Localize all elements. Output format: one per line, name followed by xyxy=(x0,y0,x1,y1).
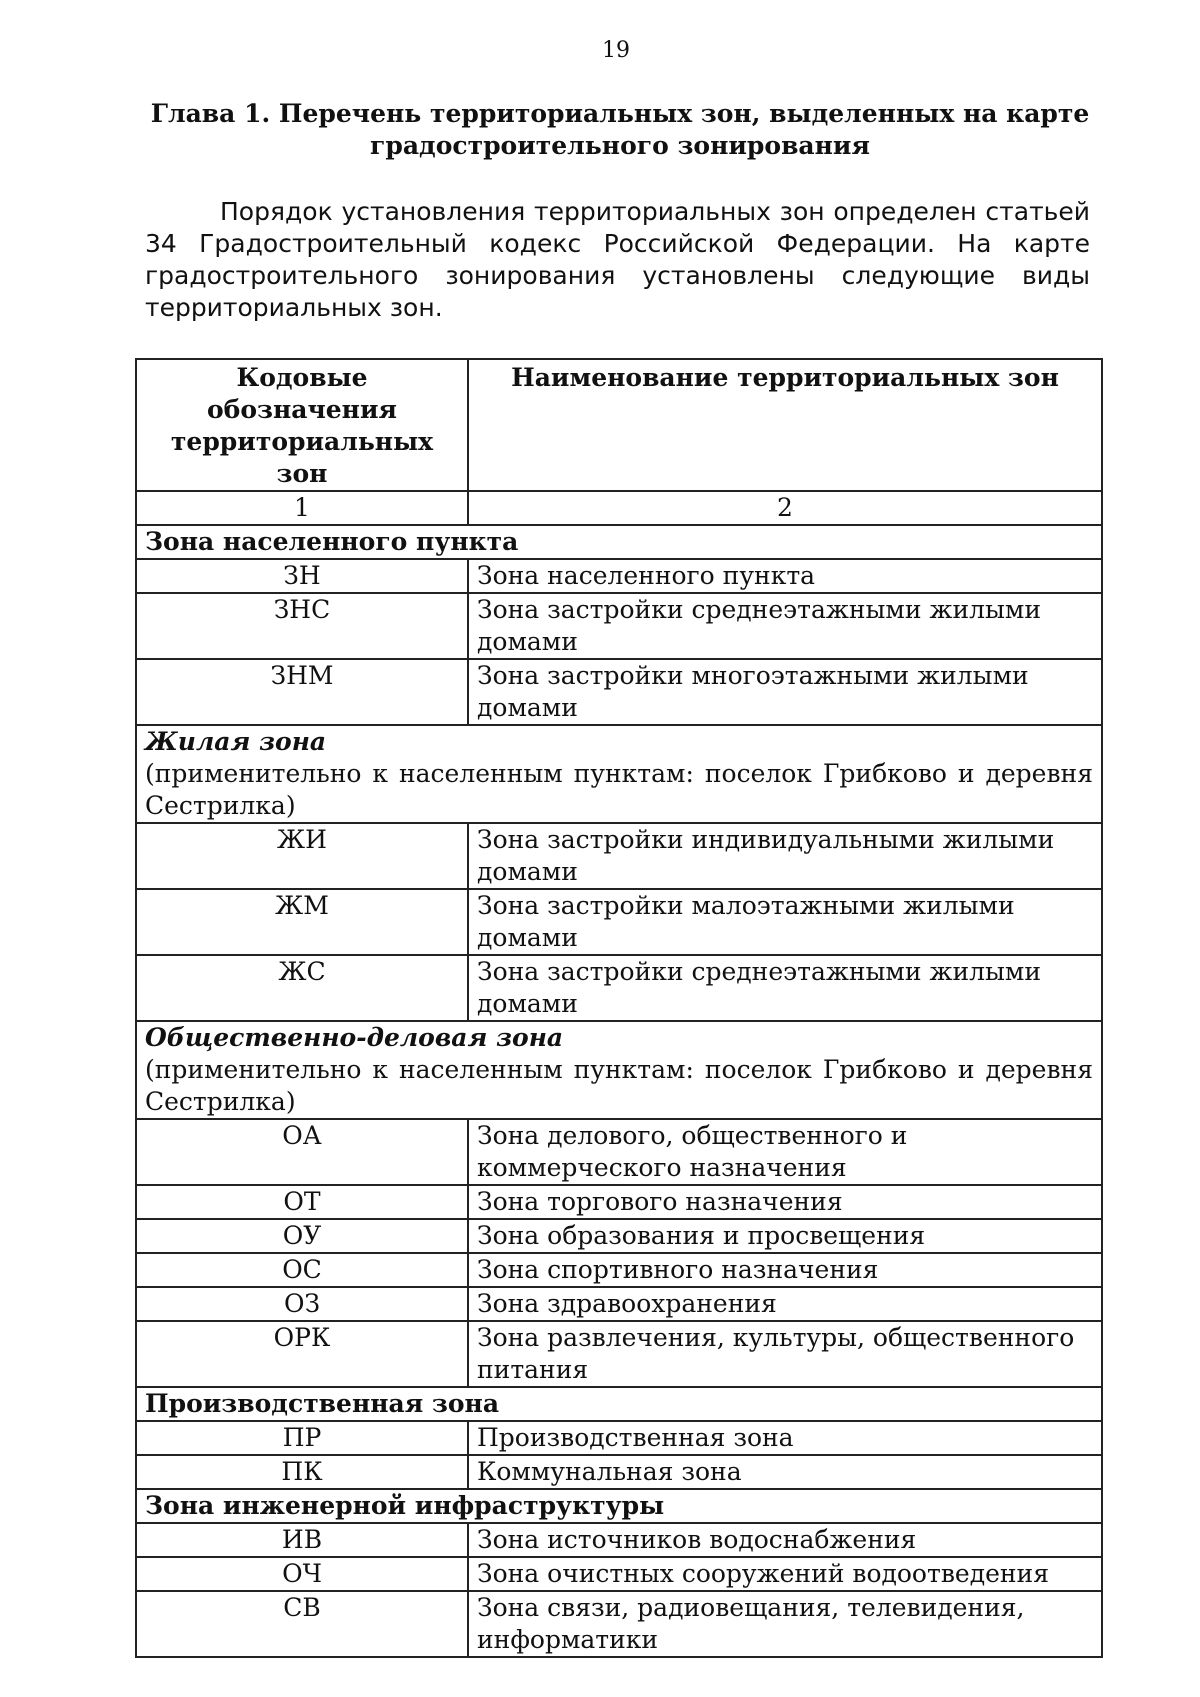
table-row xyxy=(136,823,1102,889)
group-cell xyxy=(136,1021,1102,1119)
zone-name: Коммунальная зона xyxy=(468,1455,1102,1489)
table-header-row xyxy=(136,359,1102,491)
zone-name: Зона застройки среднеэтажными жилыми домами xyxy=(468,955,1102,1021)
zone-code: ОЗ xyxy=(136,1287,468,1321)
table-row xyxy=(136,955,1102,1021)
zone-code: ОТ xyxy=(136,1185,468,1219)
zones-table xyxy=(135,358,1103,1658)
header-name: Наименование территориальных зон xyxy=(468,359,1102,491)
chapter-title: Глава 1. Перечень территориальных зон, выделенных на карте градостроительного зонирования xyxy=(150,99,1090,160)
zone-name: Зона застройки малоэтажными жилыми домами xyxy=(468,889,1102,955)
table-row xyxy=(136,1219,1102,1253)
group-row xyxy=(136,1021,1102,1119)
zone-name: Зона застройки индивидуальными жилыми домами xyxy=(468,823,1102,889)
group-title: Зона населенного пункта xyxy=(145,527,519,556)
table-row xyxy=(136,1287,1102,1321)
zone-name: Зона делового, общественного и коммерческого назначения xyxy=(468,1119,1102,1185)
group-row xyxy=(136,525,1102,559)
zone-code: ИВ xyxy=(136,1523,468,1557)
zone-code: ЖИ xyxy=(136,823,468,889)
zone-name: Производственная зона xyxy=(468,1421,1102,1455)
group-cell xyxy=(136,1387,1102,1421)
table-row xyxy=(136,1119,1102,1185)
page-number: 19 xyxy=(602,38,630,63)
group-note: (применительно к населенным пунктам: поселок Грибково и деревня Сестрилка) xyxy=(145,1055,1093,1116)
zone-name: Зона источников водоснабжения xyxy=(468,1523,1102,1557)
zone-code: ЖС xyxy=(136,955,468,1021)
zone-code: ЗНМ xyxy=(136,659,468,725)
table-row xyxy=(136,559,1102,593)
table-row xyxy=(136,1253,1102,1287)
table-row xyxy=(136,889,1102,955)
group-row xyxy=(136,1387,1102,1421)
zone-name: Зона населенного пункта xyxy=(468,559,1102,593)
header-code: Кодовые обозначения территориальных зон xyxy=(136,359,468,491)
table-row xyxy=(136,1421,1102,1455)
group-note: (применительно к населенным пунктам: поселок Грибково и деревня Сестрилка) xyxy=(145,759,1093,820)
column-number-row xyxy=(136,491,1102,525)
group-title: Производственная зона xyxy=(145,1389,500,1418)
zone-code: ОЧ xyxy=(136,1557,468,1591)
table-row xyxy=(136,1455,1102,1489)
zone-name: Зона торгового назначения xyxy=(468,1185,1102,1219)
zone-name: Зона застройки среднеэтажными жилыми домами xyxy=(468,593,1102,659)
group-cell xyxy=(136,1489,1102,1523)
zone-name: Зона застройки многоэтажными жилыми домами xyxy=(468,659,1102,725)
zone-code: ПК xyxy=(136,1455,468,1489)
zone-name: Зона очистных сооружений водоотведения xyxy=(468,1557,1102,1591)
group-cell xyxy=(136,725,1102,823)
zone-name: Зона развлечения, культуры, общественного питания xyxy=(468,1321,1102,1387)
table-row xyxy=(136,1557,1102,1591)
group-title: Жилая зона xyxy=(145,727,327,756)
table-row xyxy=(136,1523,1102,1557)
group-row xyxy=(136,1489,1102,1523)
table-row xyxy=(136,1185,1102,1219)
group-row xyxy=(136,725,1102,823)
zone-code: ПР xyxy=(136,1421,468,1455)
table-row xyxy=(136,659,1102,725)
zone-name: Зона здравоохранения xyxy=(468,1287,1102,1321)
table-row xyxy=(136,1591,1102,1657)
table-row xyxy=(136,593,1102,659)
group-cell xyxy=(136,525,1102,559)
zone-code: ОС xyxy=(136,1253,468,1287)
group-title: Зона инженерной инфраструктуры xyxy=(145,1491,665,1520)
zone-name: Зона связи, радиовещания, телевидения, информатики xyxy=(468,1591,1102,1657)
intro-paragraph: Порядок установления территориальных зон определен статьей 34 Градостроительный кодекс Российской Федерации. На карте градостроительного зонирования установлены следующие виды территориальных зон. xyxy=(145,197,1090,322)
zone-code: ОУ xyxy=(136,1219,468,1253)
zone-code: ЗНС xyxy=(136,593,468,659)
column-number: 1 xyxy=(136,491,468,525)
group-title: Общественно-деловая зона xyxy=(145,1023,564,1052)
zone-code: СВ xyxy=(136,1591,468,1657)
zone-code: ЗН xyxy=(136,559,468,593)
table-row xyxy=(136,1321,1102,1387)
zones-body xyxy=(136,525,1102,1657)
zone-code: ОРК xyxy=(136,1321,468,1387)
zone-name: Зона образования и просвещения xyxy=(468,1219,1102,1253)
column-number: 2 xyxy=(468,491,1102,525)
zone-code: ЖМ xyxy=(136,889,468,955)
zone-name: Зона спортивного назначения xyxy=(468,1253,1102,1287)
zone-code: ОА xyxy=(136,1119,468,1185)
